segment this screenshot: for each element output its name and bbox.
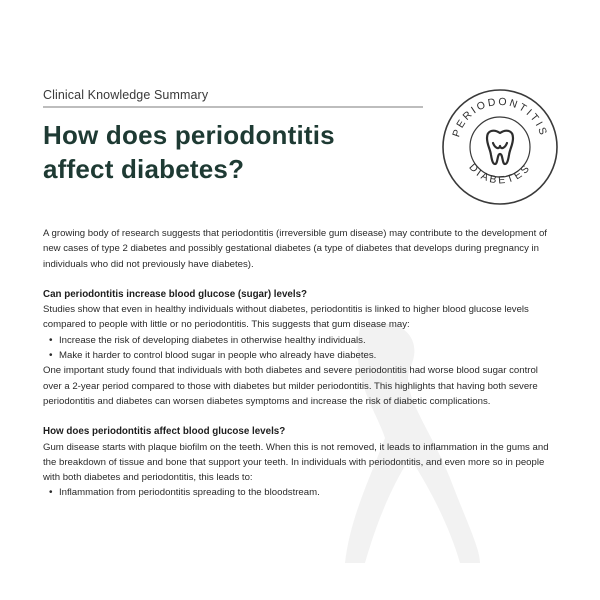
header [43, 88, 423, 186]
page-title-line1: How does periodontitis [43, 120, 335, 150]
tooth-icon [487, 131, 513, 164]
svg-text:DIABETES [466, 161, 533, 186]
section2-paragraph1: Gum disease starts with plaque biofilm on the teeth. When this is not removed, it leads to inflammation in the gums and the breakdown of tissue and bone that support your teeth. In individuals with periodontitis, and even more so in people with both diabetes and periodontitis, this leads to: [43, 441, 549, 484]
document-eyebrow: Clinical Knowledge Summary [43, 88, 209, 102]
spacer [43, 409, 559, 424]
section2-heading: How does periodontitis affect blood glucose levels? [43, 426, 286, 438]
intro-paragraph: A growing body of research suggests that periodontitis (irreversible gum disease) may contribute to the development of new cases of type 2 diabetes and possibly gestational diabetes (a type of diabetes that develops during pregnancy in individuals who did not previously have diabetes). [43, 228, 547, 270]
section1-bullet-list [43, 333, 559, 364]
section2-bullet-list [43, 485, 559, 500]
spacer [43, 272, 559, 287]
header-divider [43, 106, 423, 108]
list-item: • Increase the risk of developing diabetes in otherwise healthy individuals. [59, 333, 559, 348]
article-body [43, 226, 559, 501]
seal-bottom-text: DIABETES [466, 161, 534, 187]
periodontitis-diabetes-seal [441, 88, 559, 206]
list-item: • Make it harder to control blood sugar in people who already have diabetes. [59, 348, 559, 363]
list-item: • Inflammation from periodontitis spreading to the bloodstream. [59, 485, 559, 500]
seal-top-text: PERIODONTITIS [450, 95, 550, 139]
section1-heading: Can periodontitis increase blood glucose (sugar) levels? [43, 288, 308, 300]
page-title-line2: affect diabetes? [43, 154, 245, 184]
section1-paragraph2: One important study found that individuals with both diabetes and severe periodontitis had worse blood sugar control over a 2-year period compared to those with diabetes but milder periodontitis. This highlights that having both severe periodontitis and diabetes can worsen diabetes symptoms and increase the risk of diabetic complications. [43, 365, 538, 407]
section1-paragraph1: Studies show that even in healthy individuals without diabetes, periodontitis is linked to higher blood glucose levels compared to people with little or no periodontitis. This suggests that gum disease may: [43, 304, 529, 331]
page-title [43, 118, 423, 186]
